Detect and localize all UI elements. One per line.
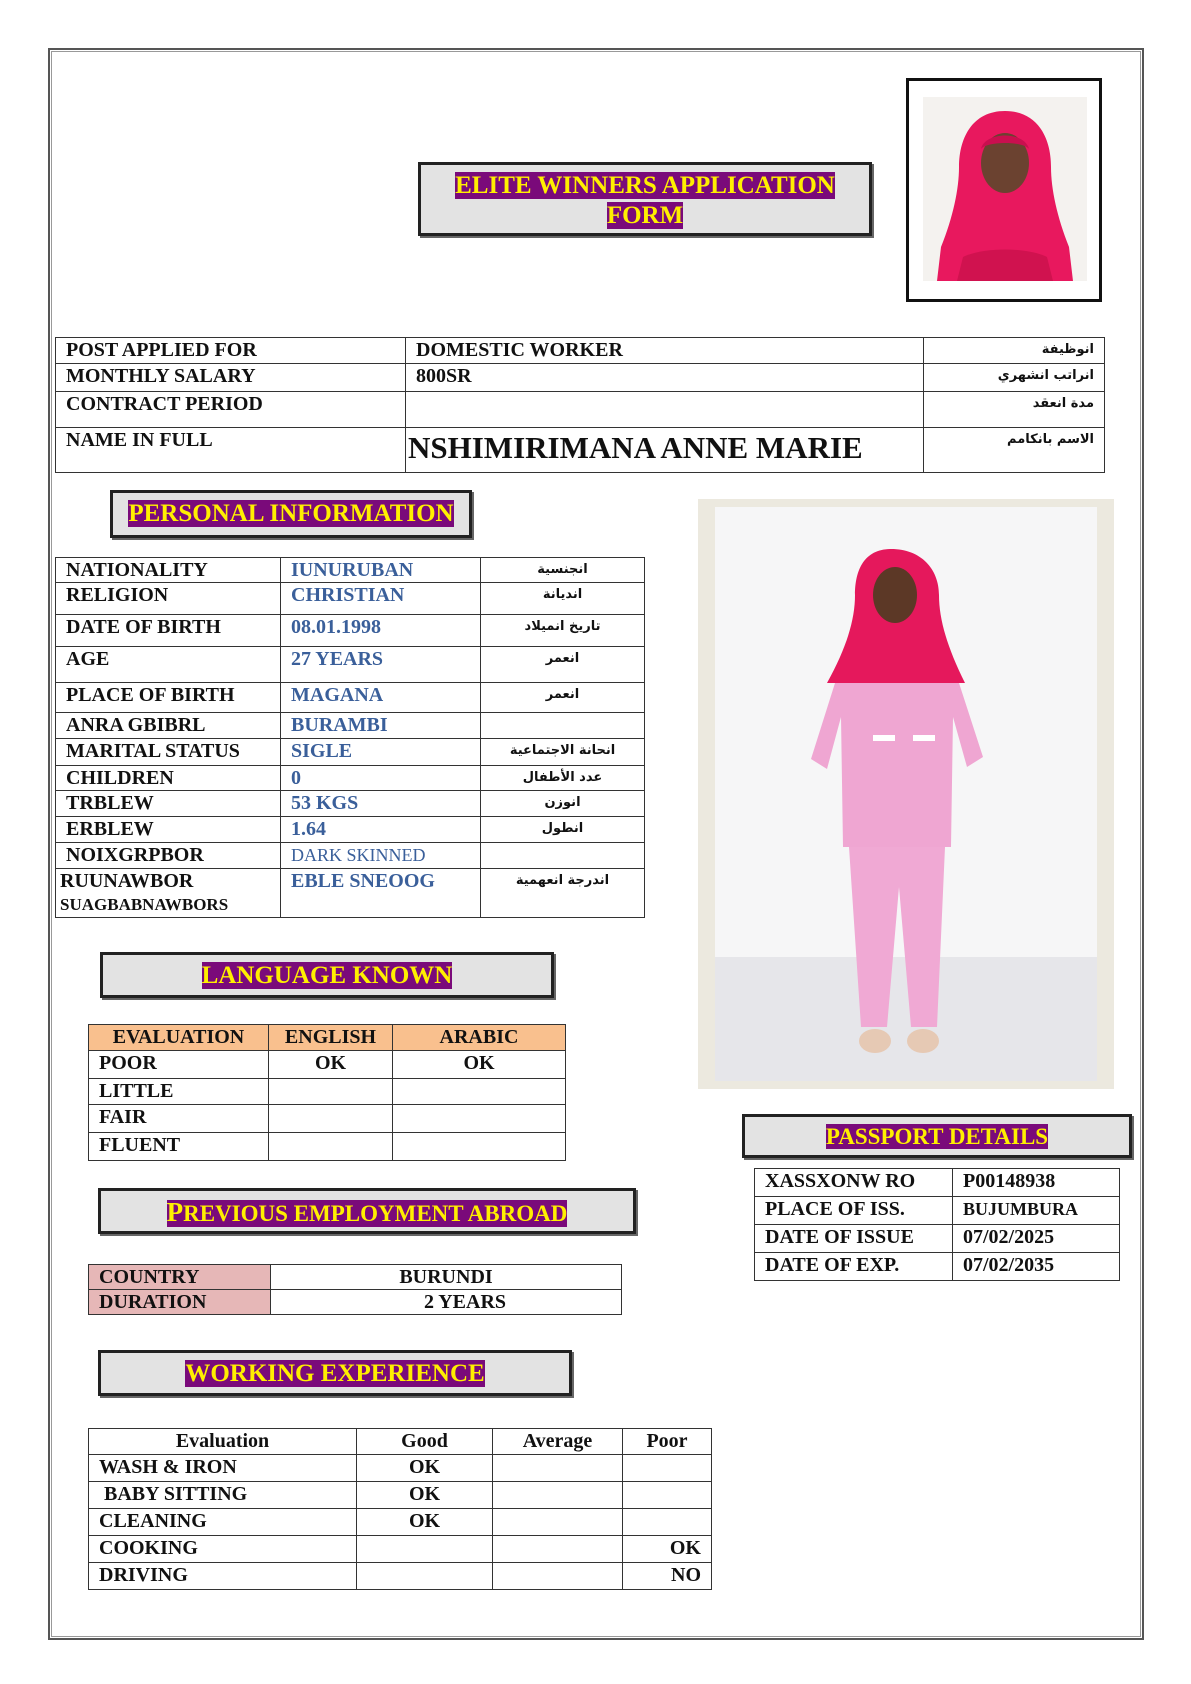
passport-table	[754, 1168, 1120, 1281]
language-header-evaluation: EVALUATION	[89, 1025, 269, 1051]
personal-info-table	[55, 557, 645, 918]
field-anra-arabic	[481, 713, 645, 739]
experience-poor-value	[623, 1509, 712, 1536]
nationality-label: NATIONALITY	[56, 558, 281, 583]
language-header-arabic: ARABIC	[393, 1025, 566, 1051]
fullbody-photo-frame	[698, 499, 1114, 1089]
marital-value: SIGLE	[281, 739, 481, 766]
language-header-english: ENGLISH	[269, 1025, 393, 1051]
experience-header-poor: Poor	[623, 1429, 712, 1455]
dob-value: 08.01.1998	[281, 615, 481, 647]
headshot-photo	[923, 97, 1087, 281]
weight-value: 53 KGS	[281, 791, 481, 817]
post-label: POST APPLIED FOR	[56, 338, 406, 364]
complexion-arabic	[481, 843, 645, 869]
expiry-date-value: 07/02/2035	[953, 1253, 1120, 1281]
weight-arabic: انوزن	[481, 791, 645, 817]
experience-row-label: DRIVING	[89, 1563, 357, 1590]
language-arabic-value: OK	[393, 1051, 566, 1079]
contract-arabic: مدة انعقد	[924, 392, 1105, 428]
marital-arabic: انحانة الاجتماعية	[481, 739, 645, 766]
experience-row-label: WASH & IRON	[89, 1455, 357, 1482]
form-title-line1: ELITE WINNERS APPLICATION	[455, 172, 835, 199]
post-value: DOMESTIC WORKER	[406, 338, 924, 364]
experience-poor-value	[623, 1482, 712, 1509]
experience-average-value	[493, 1455, 623, 1482]
language-row-label: POOR	[89, 1051, 269, 1079]
salary-value: 800SR	[406, 364, 924, 392]
country-label: COUNTRY	[89, 1265, 271, 1290]
height-label: ERBLEW	[56, 817, 281, 843]
experience-header-good: Good	[357, 1429, 493, 1455]
nationality-value: IUNURUBAN	[281, 558, 481, 583]
previous-heading-first: P	[166, 1197, 184, 1227]
language-english-value	[269, 1105, 393, 1133]
experience-poor-value: OK	[623, 1536, 712, 1563]
birthplace-label: PLACE OF BIRTH	[56, 683, 281, 713]
duration-value: 2 YEARS	[271, 1290, 622, 1315]
issue-place-value: BUJUMBURA	[953, 1197, 1120, 1225]
headshot-photo-frame	[906, 78, 1102, 302]
age-label: AGE	[56, 647, 281, 683]
children-label: CHILDREN	[56, 766, 281, 791]
experience-row-label: BABY SITTING	[89, 1482, 357, 1509]
experience-good-value	[357, 1536, 493, 1563]
height-arabic: انطول	[481, 817, 645, 843]
working-experience-table	[88, 1428, 712, 1590]
form-title-banner	[418, 162, 872, 236]
fullbody-photo	[715, 507, 1097, 1081]
religion-label: RELIGION	[56, 583, 281, 615]
complexion-label: NOIXGRPBOR	[56, 843, 281, 869]
language-english-value: OK	[269, 1051, 393, 1079]
experience-average-value	[493, 1482, 623, 1509]
passport-heading: PASSPORT DETAILS	[825, 1124, 1049, 1149]
working-experience-banner	[98, 1350, 572, 1396]
previous-employment-heading	[166, 1197, 568, 1227]
education-value: EBLE SNEOOG	[281, 869, 481, 918]
language-english-value	[269, 1133, 393, 1161]
issue-date-label: DATE OF ISSUE	[755, 1225, 953, 1253]
fullname-label: NAME IN FULL	[56, 428, 406, 473]
height-value: 1.64	[281, 817, 481, 843]
passport-number-value: P00148938	[953, 1169, 1120, 1197]
country-value: BURUNDI	[271, 1265, 622, 1290]
children-value: 0	[281, 766, 481, 791]
age-arabic: انعمر	[481, 647, 645, 683]
children-arabic: عدد الأطفال	[481, 766, 645, 791]
experience-poor-value	[623, 1455, 712, 1482]
post-table	[55, 337, 1105, 473]
previous-employment-table	[88, 1264, 622, 1315]
experience-average-value	[493, 1563, 623, 1590]
experience-poor-value: NO	[623, 1563, 712, 1590]
religion-value: CHRISTIAN	[281, 583, 481, 615]
issue-place-label: PLACE OF ISS.	[755, 1197, 953, 1225]
nationality-arabic: انجنسية	[481, 558, 645, 583]
previous-heading-rest: REVIOUS EMPLOYMENT ABROAD	[183, 1201, 568, 1226]
experience-good-value	[357, 1563, 493, 1590]
language-banner	[100, 952, 554, 998]
language-row-label: LITTLE	[89, 1079, 269, 1105]
complexion-value: DARK SKINNED	[281, 843, 481, 869]
dob-label: DATE OF BIRTH	[56, 615, 281, 647]
fullname-arabic: الاسم بانكامم	[924, 428, 1105, 473]
passport-banner	[742, 1114, 1132, 1158]
language-heading: LANGUAGE KNOWN	[201, 962, 453, 989]
birthplace-value: MAGANA	[281, 683, 481, 713]
dob-arabic: تاريخ انميلاد	[481, 615, 645, 647]
experience-average-value	[493, 1509, 623, 1536]
education-label-line1: RUUNAWBOR	[60, 870, 194, 892]
expiry-date-label: DATE OF EXP.	[755, 1253, 953, 1281]
experience-good-value: OK	[357, 1455, 493, 1482]
working-experience-heading: WORKING EXPERIENCE	[185, 1360, 485, 1387]
personal-info-banner	[110, 490, 472, 538]
personal-info-heading: PERSONAL INFORMATION	[128, 500, 454, 527]
issue-date-value: 07/02/2025	[953, 1225, 1120, 1253]
birthplace-arabic: انعمر	[481, 683, 645, 713]
education-arabic: اندرجة انعهمية	[481, 869, 645, 918]
contract-label: CONTRACT PERIOD	[56, 392, 406, 428]
field-anra-label: ANRA GBIBRL	[56, 713, 281, 739]
education-label-line2: SUAGBABNAWBORS	[60, 895, 229, 914]
weight-label: TRBLEW	[56, 791, 281, 817]
salary-arabic: انراتب انشهري	[924, 364, 1105, 392]
language-arabic-value	[393, 1105, 566, 1133]
contract-value	[406, 392, 924, 428]
age-value: 27 YEARS	[281, 647, 481, 683]
passport-number-label: XASSXONW RO	[755, 1169, 953, 1197]
language-row-label: FLUENT	[89, 1133, 269, 1161]
experience-average-value	[493, 1536, 623, 1563]
experience-good-value: OK	[357, 1509, 493, 1536]
experience-header-average: Average	[493, 1429, 623, 1455]
language-table	[88, 1024, 566, 1161]
post-arabic: انوظيفة	[924, 338, 1105, 364]
experience-row-label: CLEANING	[89, 1509, 357, 1536]
experience-row-label: COOKING	[89, 1536, 357, 1563]
fullname-value: NSHIMIRIMANA ANNE MARIE	[406, 428, 924, 473]
education-label	[56, 869, 281, 918]
language-english-value	[269, 1079, 393, 1105]
language-arabic-value	[393, 1079, 566, 1105]
experience-good-value: OK	[357, 1482, 493, 1509]
religion-arabic: انديانة	[481, 583, 645, 615]
salary-label: MONTHLY SALARY	[56, 364, 406, 392]
previous-employment-banner	[98, 1188, 636, 1234]
marital-label: MARITAL STATUS	[56, 739, 281, 766]
experience-header-evaluation: Evaluation	[89, 1429, 357, 1455]
language-row-label: FAIR	[89, 1105, 269, 1133]
form-title-line2: FORM	[606, 202, 684, 229]
duration-label: DURATION	[89, 1290, 271, 1315]
language-arabic-value	[393, 1133, 566, 1161]
field-anra-value: BURAMBI	[281, 713, 481, 739]
